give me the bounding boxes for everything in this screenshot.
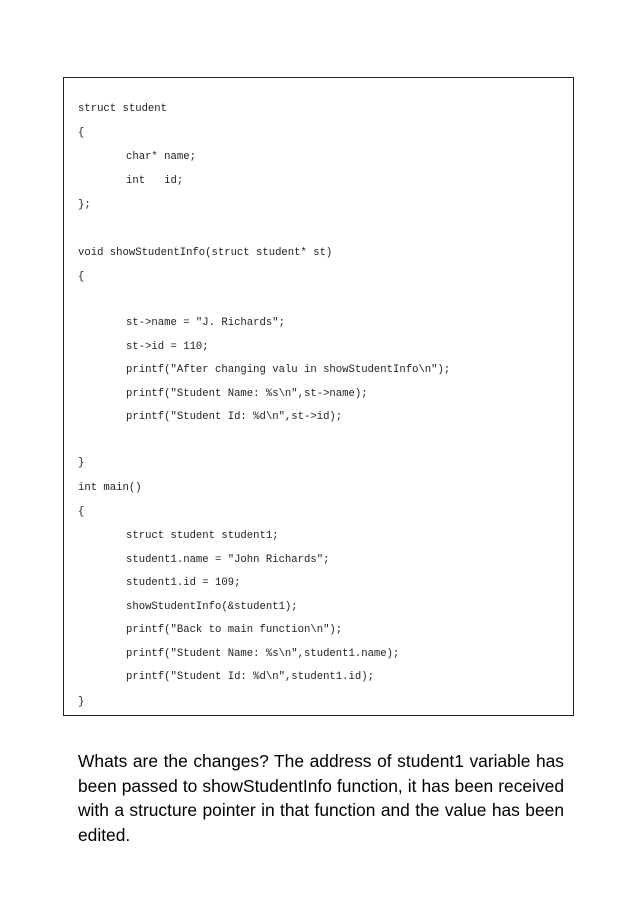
code-line: student1.name = "John Richards";: [126, 554, 330, 566]
code-line: printf("Student Name: %s\n",st->name);: [126, 388, 368, 400]
code-line: printf("After changing valu in showStudentInfo\n");: [126, 364, 451, 376]
code-line: printf("Student Id: %d\n",student1.id);: [126, 671, 374, 683]
explanation-paragraph: Whats are the changes? The address of student1 variable has been passed to showStudentInfo function, it has been received with a structure pointer in that function and the value has been edited.: [78, 751, 564, 845]
code-line: }: [78, 457, 85, 469]
code-block: [63, 77, 574, 716]
code-line: int id;: [126, 175, 184, 187]
code-line: showStudentInfo(&student1);: [126, 601, 298, 613]
code-line: printf("Student Name: %s\n",student1.name);: [126, 648, 400, 660]
code-line: {: [78, 271, 85, 283]
code-line: st->id = 110;: [126, 341, 209, 353]
code-line: {: [78, 506, 85, 518]
code-line: int main(): [78, 482, 142, 494]
code-line: printf("Student Id: %d\n",st->id);: [126, 411, 343, 423]
code-line: {: [78, 127, 85, 139]
code-line: struct student student1;: [126, 530, 279, 542]
code-line: };: [78, 199, 91, 211]
code-line: printf("Back to main function\n");: [126, 624, 343, 636]
code-line: student1.id = 109;: [126, 577, 241, 589]
code-line: }: [78, 696, 85, 708]
code-line: char* name;: [126, 151, 196, 163]
code-line: struct student: [78, 103, 168, 115]
code-line: void showStudentInfo(struct student* st): [78, 247, 333, 259]
code-line: st->name = "J. Richards";: [126, 317, 285, 329]
